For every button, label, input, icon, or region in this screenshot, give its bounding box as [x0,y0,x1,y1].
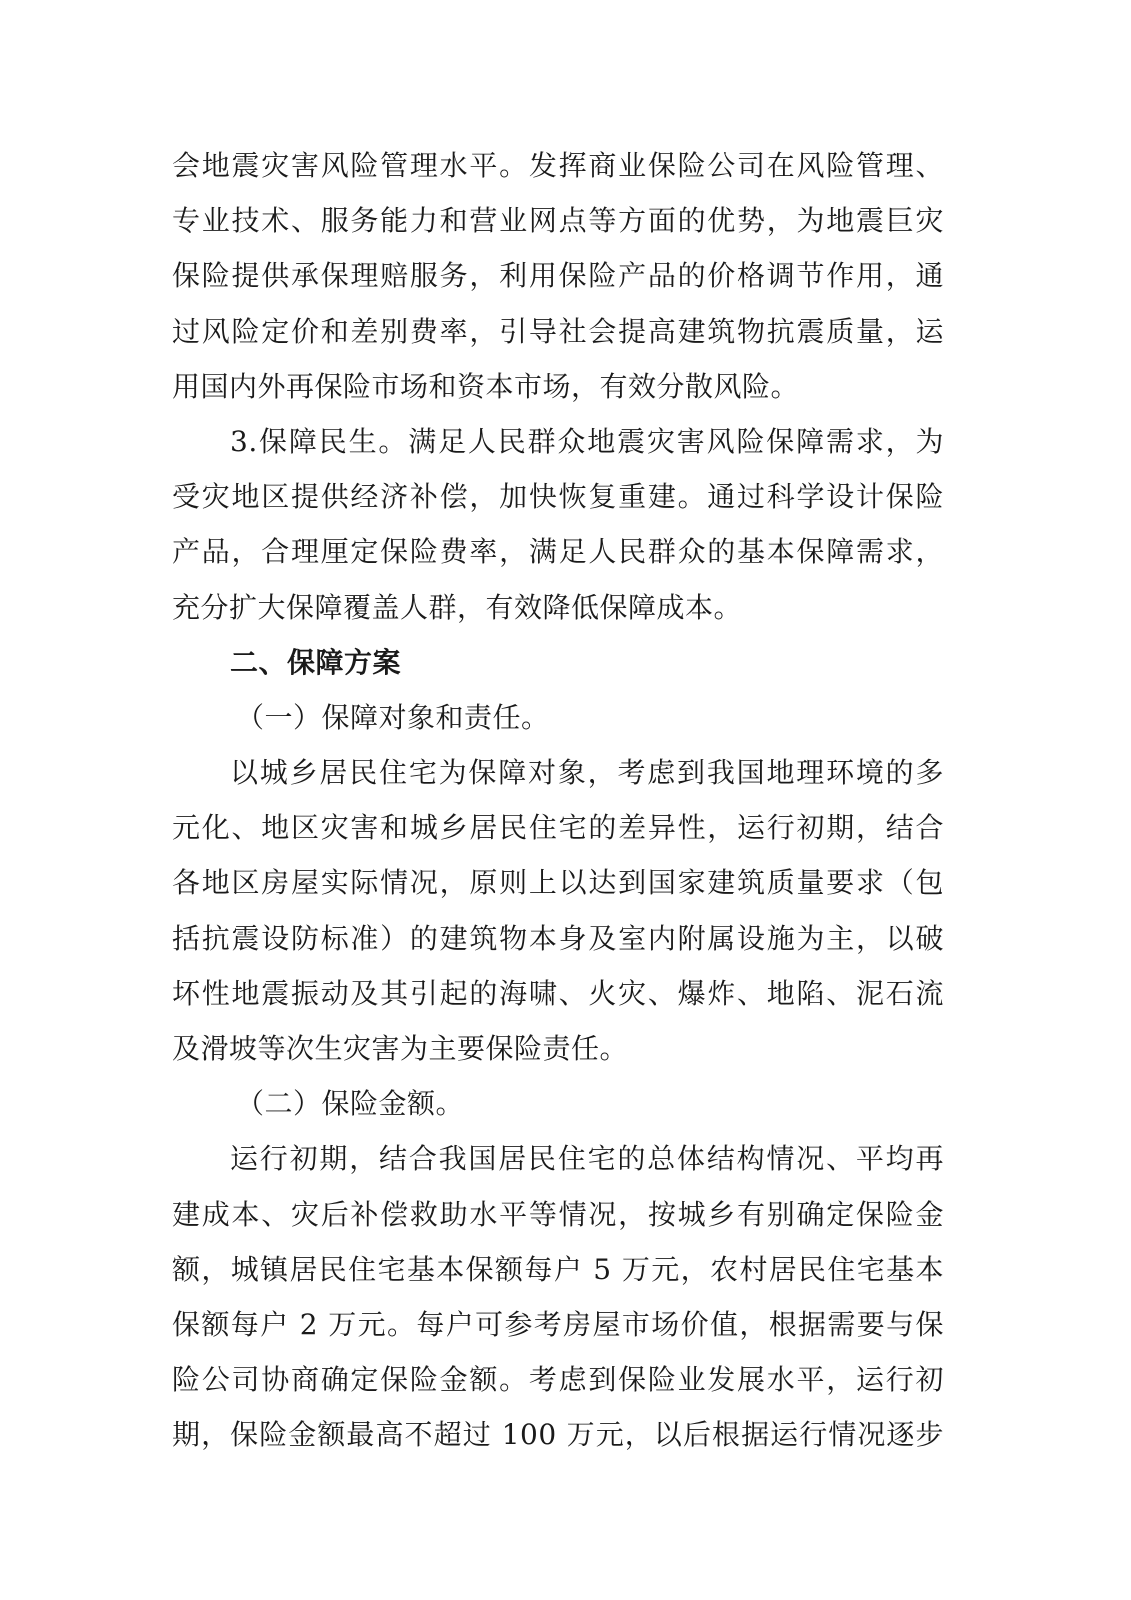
text-line: 运行初期，结合我国居民住宅的总体结构情况、平均再 [230,1142,944,1176]
text-line: 会地震灾害风险管理水平。发挥商业保险公司在风险管理、 [172,149,944,182]
text-line: 及滑坡等次生灾害为主要保险责任。 [172,1032,629,1065]
text-line: 过风险定价和差别费率，引导社会提高建筑物抗震质量，运 [172,314,944,348]
section-heading: 二、保障方案 [230,645,402,679]
text-line: 各地区房屋实际情况，原则上以达到国家建筑质量要求（包 [172,866,944,900]
text-line: 3.保障民生。满足人民群众地震灾害风险保障需求，为 [230,424,944,458]
subsection-2-body [172,1131,944,1462]
document-page [172,138,944,1463]
text-line: 保额每户 2 万元。每户可参考房屋市场价值，根据需要与保 [172,1307,944,1341]
paragraph-3 [172,414,944,635]
text-line: 充分扩大保障覆盖人群，有效降低保障成本。 [172,590,743,624]
text-line: 坏性地震振动及其引起的海啸、火灾、爆炸、地陷、泥石流 [172,976,944,1010]
subsection-1-title: （一）保障对象和责任。 [236,700,550,734]
text-line: 括抗震设防标准）的建筑物本身及室内附属设施为主，以破 [172,921,944,955]
text-line: 建成本、灾后补偿救助水平等情况，按城乡有别确定保险金 [172,1197,944,1231]
text-line: 保险提供承保理赔服务，利用保险产品的价格调节作用，通 [172,259,944,293]
text-line: 元化、地区灾害和城乡居民住宅的差异性，运行初期，结合 [172,811,944,845]
text-line: 险公司协商确定保险金额。考虑到保险业发展水平，运行初 [172,1363,944,1397]
paragraph-continued [172,138,944,414]
text-line: 用国内外再保险市场和资本市场，有效分散风险。 [172,369,800,403]
text-line: 产品，合理厘定保险费率，满足人民群众的基本保障需求， [172,535,944,569]
text-line: 期，保险金额最高不超过 100 万元，以后根据运行情况逐步 [172,1418,944,1452]
text-line: 额，城镇居民住宅基本保额每户 5 万元，农村居民住宅基本 [172,1252,944,1286]
subsection-1-body [172,745,944,1076]
text-line: 专业技术、服务能力和营业网点等方面的优势，为地震巨灾 [172,204,944,238]
text-line: 受灾地区提供经济补偿，加快恢复重建。通过科学设计保险 [172,480,944,514]
text-line: 以城乡居民住宅为保障对象，考虑到我国地理环境的多 [230,756,944,790]
subsection-2-title: （二）保险金额。 [236,1087,465,1121]
